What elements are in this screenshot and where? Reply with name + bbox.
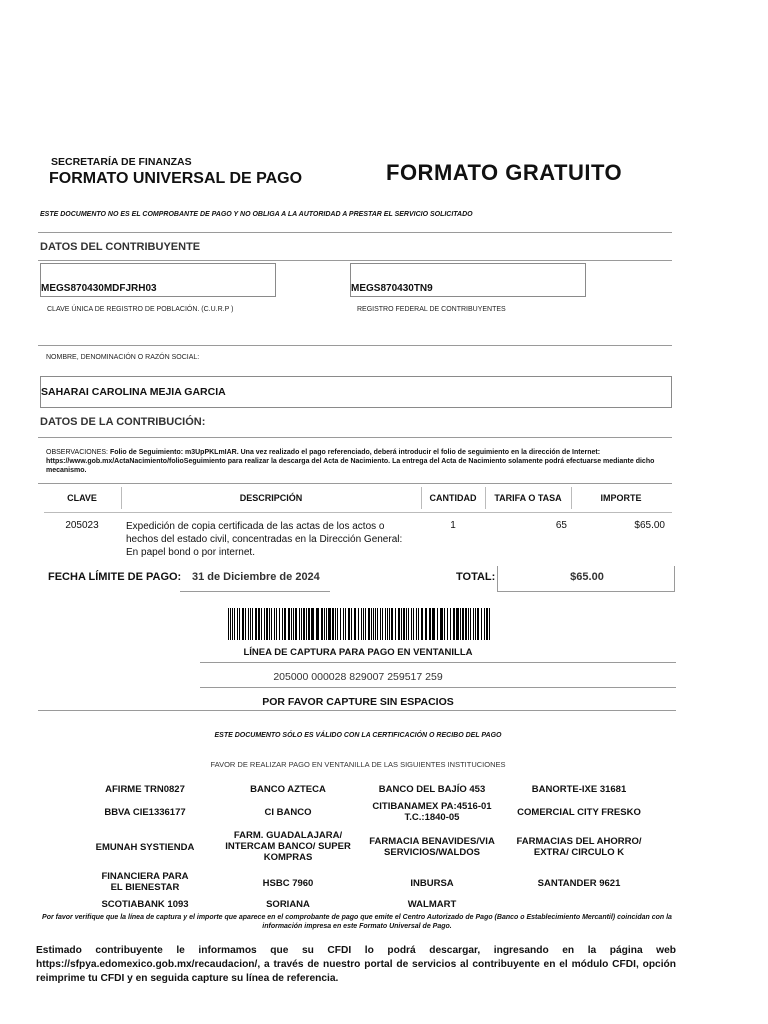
barcode-bar [401, 608, 402, 640]
favor-text: FAVOR DE REALIZAR PAGO EN VENTANILLA DE LAS SIGUIENTES INSTITUCIONES [210, 760, 506, 769]
institucion-item: SANTANDER 9621 [537, 878, 621, 889]
barcode-bar [444, 608, 445, 640]
total-underline [498, 591, 674, 592]
total-box-left [497, 566, 498, 592]
barcode-bar [293, 608, 294, 640]
barcode-bar [398, 608, 400, 640]
observaciones-label: OBSERVACIONES: [46, 449, 108, 456]
institucion-item: BANORTE-IXE 31681 [531, 784, 627, 795]
row-importe: $65.00 [634, 520, 665, 531]
barcode-bar [358, 608, 359, 640]
barcode-bar [470, 608, 471, 640]
barcode-bar [385, 608, 386, 640]
barcode-bar [486, 608, 488, 640]
barcode-bar [276, 608, 277, 640]
total-value: $65.00 [570, 571, 604, 583]
barcode-bar [373, 608, 374, 640]
institucion-item: WALMART [407, 899, 457, 910]
barcode-bar [377, 608, 378, 640]
divider [38, 345, 672, 346]
institucion-item: BANCO AZTECA [250, 784, 326, 795]
barcode-bar [242, 608, 244, 640]
barcode-bar [311, 608, 314, 640]
barcode-bar [266, 608, 268, 640]
barcode-bar [395, 608, 396, 640]
barcode-bar [228, 608, 229, 640]
barcode-bar [291, 608, 292, 640]
linea-captura-value: 205000 000028 829007 259517 259 [273, 671, 443, 683]
barcode-bar [371, 608, 372, 640]
barcode-bar [375, 608, 376, 640]
institucion-item: COMERCIAL CITY FRESKO [517, 807, 641, 818]
barcode-bar [421, 608, 423, 640]
curp-value: MEGS870430MDFJRH03 [41, 283, 157, 294]
observaciones-block [46, 448, 670, 475]
barcode-bar [473, 608, 474, 640]
barcode-bar [295, 608, 297, 640]
barcode-bar [343, 608, 344, 640]
contribucion-section-title: DATOS DE LA CONTRIBUCIÓN: [40, 416, 206, 428]
barcode-bar [255, 608, 257, 640]
divider [38, 260, 672, 261]
barcode-bar [332, 608, 334, 640]
disclaimer-text: ESTE DOCUMENTO NO ES EL COMPROBANTE DE PAGO Y NO OBLIGA A LA AUTORIDAD A PRESTAR EL SERVICIO SOLICITADO [40, 211, 473, 218]
col-header-descripcion: DESCRIPCIÓN [239, 493, 303, 503]
barcode-bar [269, 608, 270, 640]
barcode-bar [465, 608, 467, 640]
barcode-bar [475, 608, 476, 640]
barcode-bar [245, 608, 246, 640]
barcode-bar [328, 608, 331, 640]
barcode-bar [248, 608, 249, 640]
barcode-bar [387, 608, 388, 640]
institucion-item: FARMACIA BENAVIDES/VIA SERVICIOS/WALDOS [369, 836, 495, 858]
barcode-bar [484, 608, 485, 640]
barcode-bar [460, 608, 461, 640]
barcode-bar [462, 608, 464, 640]
column-separator [571, 487, 572, 509]
barcode-bar [477, 608, 479, 640]
rfc-label: REGISTRO FEDERAL DE CONTRIBUYENTES [357, 306, 506, 313]
barcode-bar [348, 608, 350, 640]
barcode-bar [425, 608, 427, 640]
institucion-item: BBVA CIE1336177 [104, 807, 186, 818]
barcode-bar [363, 608, 364, 640]
barcode-bar [408, 608, 409, 640]
barcode-bar [326, 608, 327, 640]
column-separator [121, 487, 122, 509]
estimado-text: Estimado contribuyente le informamos que su CFDI lo podrá descargar, ingresando en la página web https://sfpya.edomexico.gob.mx/recaudacion/, a través de nuestro portal de servicios al contribuyente en el módulo CFDI, opción reimprime tu CFDI y en seguida capture su línea de referencia. [36, 945, 676, 984]
barcode-bar [418, 608, 419, 640]
barcode-bar [468, 608, 469, 640]
barcode-bar [389, 608, 390, 640]
nombre-label: NOMBRE, DENOMINACIÓN O RAZÓN SOCIAL: [46, 354, 200, 361]
contribuyente-section-title: DATOS DEL CONTRIBUYENTE [40, 241, 201, 253]
barcode-bar [264, 608, 265, 640]
barcode-bar [368, 608, 370, 640]
rfc-value: MEGS870430TN9 [351, 283, 433, 294]
barcode-bar [301, 608, 302, 640]
divider [38, 232, 672, 233]
barcode-bar [391, 608, 393, 640]
column-separator [421, 487, 422, 509]
barcode-bar [237, 608, 238, 640]
table-header-divider [44, 512, 672, 513]
barcode-bar [413, 608, 414, 640]
barcode-bar [416, 608, 417, 640]
fecha-limite-label: FECHA LÍMITE DE PAGO: [48, 571, 182, 583]
barcode-bar [234, 608, 235, 640]
formato-title: FORMATO UNIVERSAL DE PAGO [49, 170, 303, 187]
secretaria-label: SECRETARÍA DE FINANZAS [51, 156, 192, 168]
formato-gratuito-title: FORMATO GRATUITO [386, 160, 623, 185]
barcode-bar [288, 608, 290, 640]
barcode-bar [411, 608, 412, 640]
barcode-bar [306, 608, 307, 640]
barcode-bar [453, 608, 455, 640]
divider [200, 662, 676, 663]
barcode-bar [447, 608, 448, 640]
barcode-bar [489, 608, 490, 640]
barcode-bar [232, 608, 233, 640]
institucion-item: BANCO DEL BAJÍO 453 [378, 784, 486, 795]
barcode-bar [274, 608, 275, 640]
barcode-bar [351, 608, 352, 640]
divider [38, 483, 672, 484]
nombre-value: SAHARAI CAROLINA MEJIA GARCIA [41, 386, 226, 398]
col-header-cantidad: CANTIDAD [429, 493, 477, 503]
barcode-bar [354, 608, 356, 640]
validez-text: ESTE DOCUMENTO SÓLO ES VÁLIDO CON LA CERTIFICACIÓN O RECIBO DEL PAGO [214, 732, 502, 739]
barcode-bar [432, 608, 435, 640]
barcode-bar [308, 608, 310, 640]
barcode-bar [279, 608, 280, 640]
barcode-bar [440, 608, 443, 640]
barcode-bar [299, 608, 300, 640]
barcode-bar [450, 608, 451, 640]
divider [38, 710, 676, 711]
barcode-bar [335, 608, 336, 640]
institucion-item: AFIRME TRN0827 [105, 784, 185, 795]
col-header-clave: CLAVE [67, 493, 97, 503]
institucion-item: FINANCIERA PARA EL BIENESTAR [101, 871, 189, 893]
institucion-item: CITIBANAMEX PA:4516-01 T.C.:1840-05 [372, 801, 492, 823]
row-tarifa: 65 [555, 520, 567, 531]
barcode-bar [271, 608, 272, 640]
barcode-bar [382, 608, 383, 640]
divider [200, 687, 676, 688]
barcode-bar [316, 608, 319, 640]
divider [38, 437, 672, 438]
barcode-bar [380, 608, 381, 640]
barcode-bar [361, 608, 362, 640]
row-cantidad: 1 [450, 520, 456, 531]
verifique-text: Por favor verifique que la línea de captura y el importe que aparece en el comprobante de pago que emite el Centro Autorizado de Pago (Banco o Establecimiento Mercantil) coincidan con la información impresa en este Formato Universal de Pago. [42, 914, 672, 930]
barcode-bar [282, 608, 283, 640]
total-label: TOTAL: [456, 571, 496, 583]
col-header-importe: IMPORTE [600, 493, 642, 503]
barcode-bar [437, 608, 438, 640]
curp-label: CLAVE ÚNICA DE REGISTRO DE POBLACIÓN. (C.U.R.P ) [47, 306, 234, 313]
barcode-bar [284, 608, 286, 640]
barcode-bar [261, 608, 262, 640]
institucion-item: HSBC 7960 [262, 878, 314, 889]
institucion-item: EMUNAH SYSTIENDA [95, 842, 195, 853]
observaciones-text: Folio de Seguimiento: m3UpPKLmIAR. Una vez realizado el pago referenciado, deberá introducir el folio de seguimiento en la dirección de Internet: https://www.gob.mx/ActaNacimiento/folioSeguimiento para realizar la descarga del Acta de Nacimiento. La entrega del Acta de Nacimiento solamente podrá efectuarse mediante dicho mecanismo. [46, 449, 655, 474]
barcode-bar [303, 608, 305, 640]
col-header-tarifa: TARIFA O TASA [494, 493, 562, 503]
column-separator [485, 487, 486, 509]
barcode-bar [406, 608, 407, 640]
barcode-bar [345, 608, 346, 640]
barcode-bar [429, 608, 431, 640]
institucion-item: FARM. GUADALAJARA/ INTERCAM BANCO/ SUPER KOMPRAS [225, 830, 351, 863]
barcode-bar [324, 608, 325, 640]
institucion-item: SORIANA [266, 899, 310, 910]
capture-sin-espacios: POR FAVOR CAPTURE SIN ESPACIOS [262, 696, 454, 708]
barcode-bar [456, 608, 459, 640]
institucion-item: FARMACIAS DEL AHORRO/ EXTRA/ CIRCULO K [516, 836, 642, 858]
barcode-bar [481, 608, 482, 640]
barcode-bar [230, 608, 231, 640]
barcode-bar [365, 608, 366, 640]
barcode-bar [250, 608, 251, 640]
linea-captura-label: LÍNEA DE CAPTURA PARA PAGO EN VENTANILLA [243, 647, 473, 658]
barcode-bar [239, 608, 240, 640]
institucion-item: SCOTIABANK 1093 [101, 899, 189, 910]
row-descripcion: Expedición de copia certificada de las actas de los actos o hechos del estado civil, concentradas en la Dirección General: En papel bond o por internet. [126, 521, 403, 558]
institucion-item: INBURSA [410, 878, 454, 889]
barcode-bar [337, 608, 338, 640]
institucion-item: CI BANCO [264, 807, 312, 818]
row-clave: 205023 [65, 520, 99, 531]
barcode-bar [252, 608, 253, 640]
total-box-right [674, 566, 675, 592]
barcode-bar [340, 608, 341, 640]
fecha-limite-value: 31 de Diciembre de 2024 [192, 571, 320, 583]
barcode-image [228, 608, 492, 640]
fecha-underline [180, 591, 330, 592]
barcode-bar [403, 608, 405, 640]
barcode-bar [258, 608, 260, 640]
barcode-bar [321, 608, 323, 640]
